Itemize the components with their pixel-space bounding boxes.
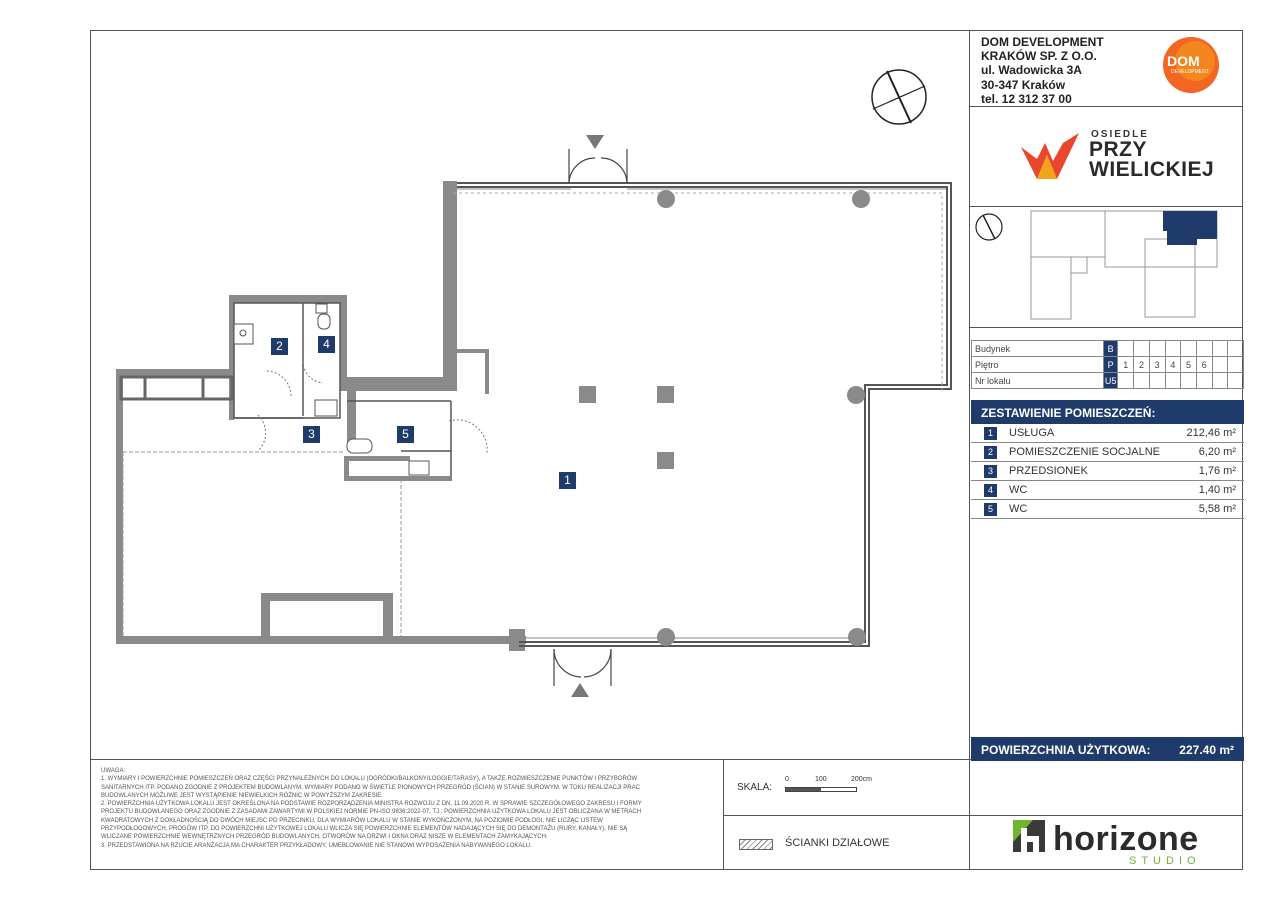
divider-scale xyxy=(723,815,1243,816)
room-row xyxy=(971,500,1244,519)
divider-company xyxy=(969,106,1243,107)
room-no: 5 xyxy=(984,503,997,516)
pietro-value: P xyxy=(1103,357,1118,373)
columns xyxy=(579,190,870,646)
sheet-frame xyxy=(90,30,1243,870)
room-no: 3 xyxy=(984,465,997,478)
note-line: WLICZANE POWIERZCHNIE WEWNĘTRZNYCH PRZEGRÓD BUDOWLANYCH, OTWORÓW NA DRZWI I OKNA ORAZ NISZE W ELEMENTACH ZAMYKAJĄCYCH. xyxy=(101,834,548,841)
note-line: BUDOWLANYCH MOŻLIWE JEST WYSTĄPIENIE NIEWIELKICH RÓŻNIC W POWYŻSZYM ZAKRESIE. xyxy=(101,792,383,799)
plan-label-room-3: 3 xyxy=(303,426,320,443)
window-sills xyxy=(457,189,946,638)
entrance-doors xyxy=(554,149,627,686)
room-name: POMIESZCZENIE SOCJALNE xyxy=(1009,446,1160,458)
plan-label-room-2: 2 xyxy=(271,338,288,355)
divider-brand xyxy=(969,206,1243,207)
notes xyxy=(101,767,713,850)
note-line: 1. WYMIARY I POWIERZCHNIE POMIESZCZEŃ ORAZ CZĘŚCI PRZYNALEŻNYCH DO LOKALU (OGRÓDKI/BALKONY/LOGGIE/TARASY), A TAKŻE ROZMIESZCZENIE PUNKTÓW I PRZYBORÓW xyxy=(101,776,638,783)
budynek-value: B xyxy=(1103,341,1118,357)
room-no: 2 xyxy=(984,446,997,459)
dom-logo-sub: DEVELOPMENT xyxy=(1171,69,1209,75)
company-line: ul. Wadowicka 3A xyxy=(981,63,1082,78)
budynek-label: Budynek xyxy=(972,341,1104,357)
note-line: UWAGA: xyxy=(101,768,126,774)
scale-tick-100: 100 xyxy=(815,776,827,783)
note-line: 3. PRZEDSTAWIONA NA RZUCIE ARANŻACJA MA CHARAKTER PRZYKŁADOWY, UMEBLOWANIE NIE STANOWI WYPOSAŻENIA NABYWANEGO LOKALU. xyxy=(101,842,532,849)
rooms-heading: ZESTAWIENIE POMIESZCZEŃ: xyxy=(971,400,1244,424)
room-name: USŁUGA xyxy=(1009,427,1055,439)
total-area-label: POWIERZCHNIA UŻYTKOWA: xyxy=(981,743,1151,757)
note-line: PROJEKTU BUDOWLANEGO ORAZ ZGODNIE Z ZASADAMI ZAWARTYMI W POLSKIEJ NORMIE PN-ISO 9836:2022-07, TJ.: POWIERZCHNIA UŻYTKOWA LOKALU JEST OBLICZANA W METRACH xyxy=(101,809,642,816)
project-line1: PRZY xyxy=(1089,138,1148,161)
note-line: KWADRATOWYCH Z DOKŁADNOŚCIĄ DO DWÓCH MIEJSC PO PRZECINKU, DLA WYMIARÓW LOKALU W STANIE WYKOŃCZONYM, NA POZIOMIE PODŁOGI, NIE LICZĄC LISTEW xyxy=(101,817,603,824)
room-row xyxy=(971,424,1244,443)
north-arrow-icon xyxy=(872,70,926,124)
key-plan-north-icon xyxy=(976,214,1002,240)
room-area: 5,58 m² xyxy=(1198,503,1236,515)
scale-label: SKALA: xyxy=(737,782,773,793)
lokal-label: Nr lokalu xyxy=(972,373,1104,389)
key-plan xyxy=(971,209,1243,325)
entrance-arrow-top-icon xyxy=(586,135,604,149)
project-name xyxy=(1089,140,1214,180)
project-logo xyxy=(1019,129,1215,189)
floor-plan xyxy=(91,31,971,751)
floor-5: 5 xyxy=(1181,357,1197,373)
company-line: 30-347 Kraków xyxy=(981,77,1066,92)
floor-1: 1 xyxy=(1118,357,1134,373)
scale-tick-0: 0 xyxy=(785,776,789,783)
niches xyxy=(121,377,232,399)
scale-bar xyxy=(785,787,857,792)
company-line: KRAKÓW SP. Z O.O. xyxy=(981,49,1097,64)
total-area-bar xyxy=(971,737,1244,761)
company-info xyxy=(981,35,1141,106)
note-line: PRZYPODŁOGOWYCH, PROGÓW ITP. DO POWIERZCHNI UŻYTKOWEJ LOKALU WLICZA SIĘ POWIERZCHNIE ELEMENTÓW NADAJĄCYCH SIĘ DO DEMONTAŻU (RURY, KANAŁY), NIE SĄ xyxy=(101,826,628,833)
pietro-label: Piętro xyxy=(972,357,1104,373)
company-line: tel. 12 312 37 00 xyxy=(981,91,1072,106)
room-no: 4 xyxy=(984,484,997,497)
room-name: WC xyxy=(1009,503,1028,515)
lokal-value: U5 xyxy=(1103,373,1118,389)
project-small: OSIEDLE xyxy=(1091,129,1149,140)
key-plan-highlight xyxy=(1163,211,1217,245)
company-line: DOM DEVELOPMENT xyxy=(981,35,1104,49)
hatch-legend-label: ŚCIANKI DZIAŁOWE xyxy=(785,837,890,849)
total-area-value: 227.40 m² xyxy=(1179,743,1234,757)
room-area: 1,76 m² xyxy=(1198,465,1236,477)
note-line: SANITARNYCH ITP. PODANO ZGODNIE Z PROJEKTEM BUDOWLANYM. WYMIARY PODANO W ŚWIETLE PIONOWYCH PRZEGRÓD (ŚCIAN) W STANIE SUROWYM. W TOKU REALIZACJI PRAC xyxy=(101,784,640,791)
room-name: WC xyxy=(1009,484,1028,496)
floor-3: 3 xyxy=(1149,357,1165,373)
room-row xyxy=(971,462,1244,481)
room-area: 212,46 m² xyxy=(1186,427,1236,439)
outer-walls xyxy=(453,183,951,646)
room-area: 6,20 m² xyxy=(1198,446,1236,458)
plan-label-room-4: 4 xyxy=(318,336,335,353)
dom-logo-text: DOM xyxy=(1167,53,1200,69)
scale-tick-200: 200cm xyxy=(851,776,873,783)
hatch-legend-swatch xyxy=(739,839,773,850)
plan-label-room-5: 5 xyxy=(397,426,414,443)
room-no: 1 xyxy=(984,427,997,440)
entrance-arrow-bottom-icon xyxy=(571,683,589,697)
plan-label-room-1: 1 xyxy=(559,472,576,489)
room-row xyxy=(971,443,1244,462)
floor-4: 4 xyxy=(1165,357,1181,373)
horizone-studio: STUDIO xyxy=(1129,855,1201,867)
floor-6: 6 xyxy=(1196,357,1212,373)
unit-info-table xyxy=(971,340,1244,389)
horizone-wordmark: horizone xyxy=(1053,820,1199,858)
room-row xyxy=(971,481,1244,500)
note-line: 2. POWIERZCHNIA UŻYTKOWA LOKALU JEST OKREŚLONA NA PODSTAWIE ROZPORZĄDZENIA MINISTRA ROZWOJU Z DN. 11.09.2020 R. W SPRAWIE SZCZEGÓŁOWEGO ZAKRESU I FORMY xyxy=(101,801,642,808)
room-name: PRZEDSIONEK xyxy=(1009,465,1088,477)
right-panel-divider xyxy=(969,31,970,870)
horizone-logo xyxy=(1011,820,1211,870)
project-line2: WIELICKIEJ xyxy=(1089,158,1215,181)
dom-development-logo xyxy=(1157,35,1227,95)
wave-logo-icon xyxy=(1019,131,1085,183)
divider-keyplan xyxy=(969,327,1243,328)
room-area: 1,40 m² xyxy=(1198,484,1236,496)
horizone-mark-icon xyxy=(1013,820,1049,854)
floor-2: 2 xyxy=(1134,357,1150,373)
